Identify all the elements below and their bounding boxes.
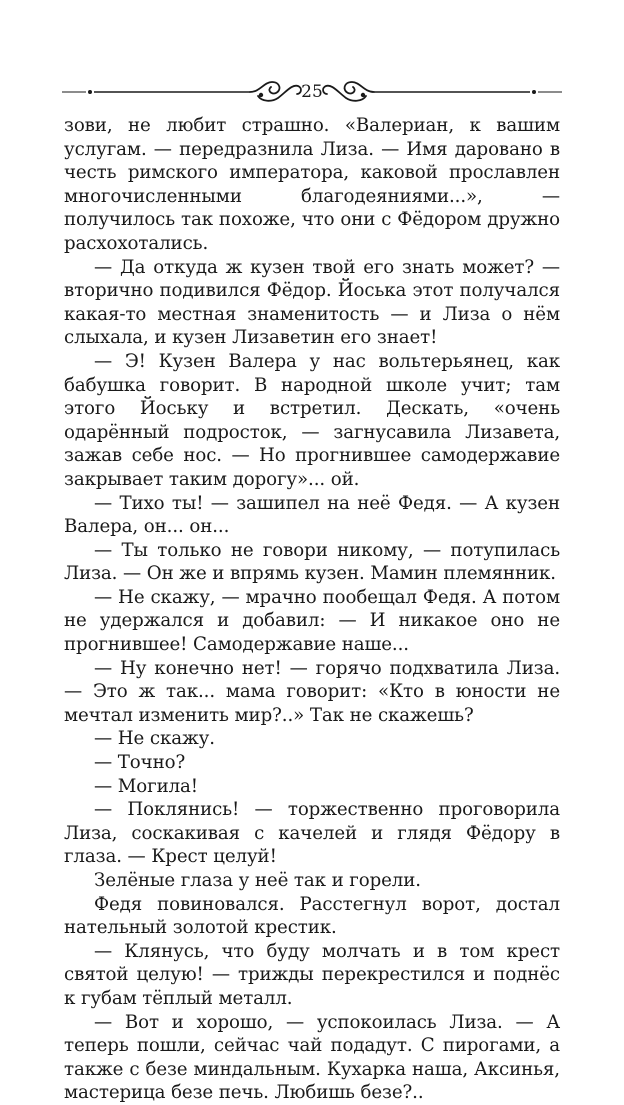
paragraph: — Клянусь, что буду молчать и в том крест святой целую! — трижды перекрестился и поднёс к губам тёплый металл. bbox=[64, 940, 560, 1009]
paragraph: — Да откуда ж кузен твой его знать может? — вторично подивился Фёдор. Йоська этот получался какая-то местная знаменитость — и Лиза о нём слыхала, и кузен Лизаветин его знает! bbox=[64, 256, 560, 349]
paragraph: зови, не любит страшно. «Валериан, к вашим услугам. — передразнила Лиза. — Имя даровано в честь римского императора, каковой прославлен многочисленными благодеяниями...», — получилось так похоже, что они с Фёдором дружно расхохотались. bbox=[64, 115, 560, 254]
paragraph: Зелёные глаза у неё так и горели. bbox=[94, 870, 421, 891]
paragraph: — Ну конечно нет! — горячо подхватила Лиза. — Это ж так... мама говорит: «Кто в юности не мечтал изменить мир?..» Так не скажешь? bbox=[64, 657, 560, 726]
paragraph: — Точно? bbox=[94, 752, 186, 774]
paragraph: — Не скажу. bbox=[94, 728, 215, 750]
paragraph: Федя повиновался. Расстегнул ворот, достал нательный золотой крестик. bbox=[64, 893, 560, 939]
paragraph: — Тихо ты! — зашипел на неё Федя. — А кузен Валера, он... он... bbox=[64, 492, 560, 538]
running-header bbox=[60, 72, 564, 112]
paragraph: — Не скажу, — мрачно пообещал Федя. А потом не удержался и добавил: — И никакое оно не прогнившее! Самодержавие наше... bbox=[64, 586, 560, 656]
paragraph: — Ты только не говори никому, — потупилась Лиза. — Он же и впрямь кузен. Мамин племянник. bbox=[64, 539, 560, 585]
paragraph: — Э! Кузен Валера у нас вольтерьянец, как бабушка говорит. В народной школе учит; там этого Йоську и встретил. Дескать, «очень одарённый подросток, — загнусавила Лизавета, зажав себе нос. — Но прогнившее самодержавие закрывает таким дорогу»... ой. bbox=[64, 350, 560, 490]
paragraph: — Могила! bbox=[94, 775, 198, 797]
body-text bbox=[64, 114, 560, 1105]
paragraph: — Поклянись! — торжественно проговорила Лиза, соскакивая с качелей и глядя Фёдору в глаза. — Крест целуй! bbox=[64, 799, 560, 868]
paragraph: — Вот и хорошо, — успокоилась Лиза. — А теперь пошли, сейчас чай подадут. С пирогами, а также с безе миндальным. Кухарка наша, Аксинья, мастерица безе печь. Любишь безе?.. bbox=[64, 1011, 560, 1104]
page-number: 25 bbox=[301, 82, 323, 102]
